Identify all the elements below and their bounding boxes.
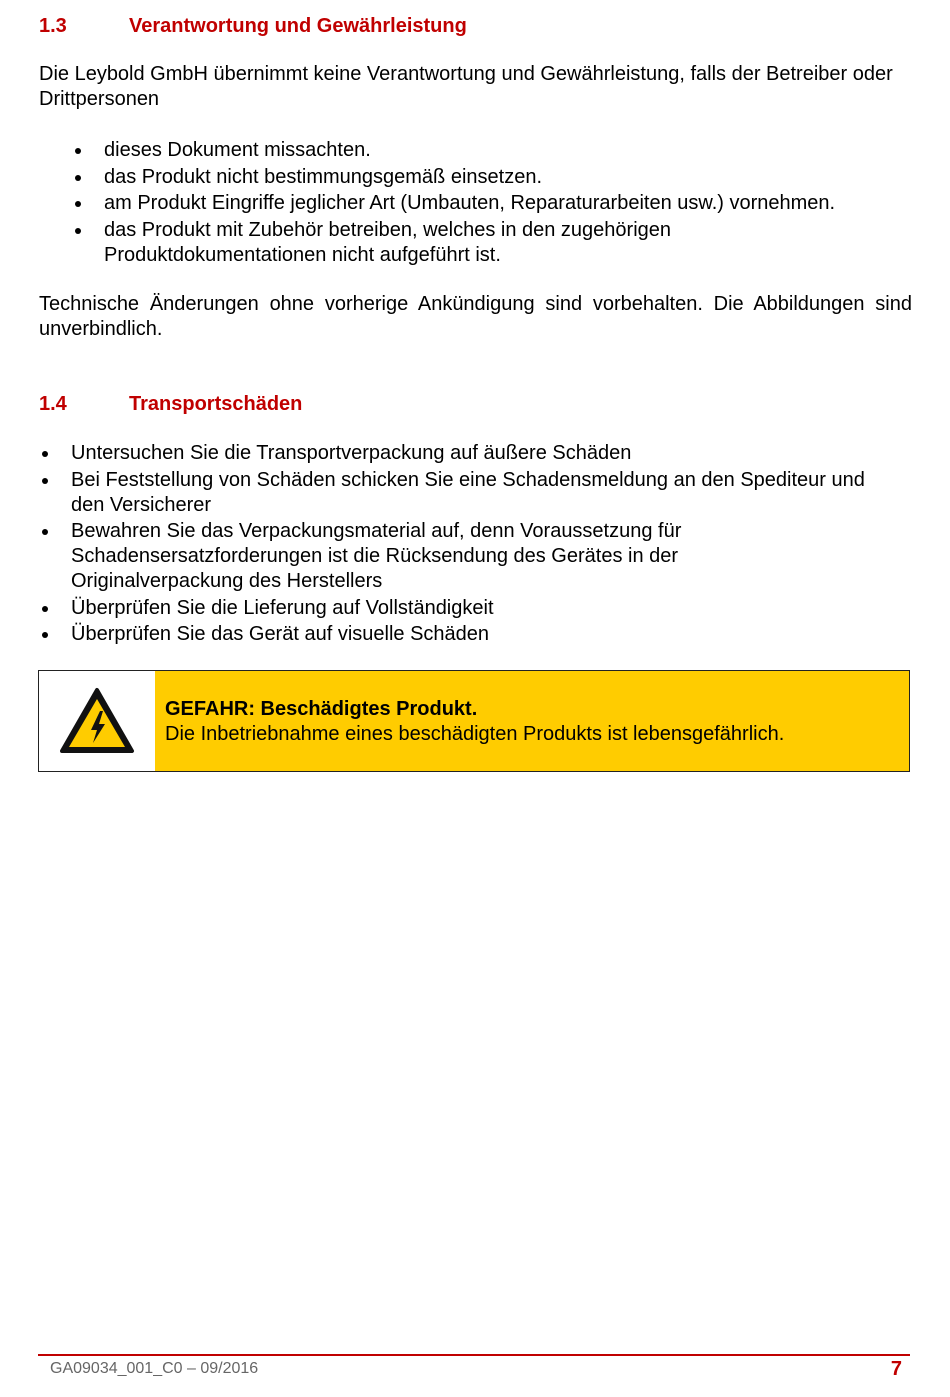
- page-number: 7: [890, 1358, 902, 1380]
- list-item: [104, 218, 744, 268]
- bullet-icon: [75, 201, 81, 207]
- list-item-text: dieses Dokument missachten.: [104, 139, 371, 161]
- list-item: [71, 519, 751, 594]
- warning-text: Die Inbetriebnahme eines beschädigten Produkts ist lebensgefährlich.: [165, 723, 785, 745]
- section-heading-1-4: [39, 392, 302, 416]
- bullet-icon: [42, 478, 48, 484]
- transport-damage-list: [71, 441, 901, 649]
- footer-divider: [38, 1354, 910, 1356]
- responsibility-list: [104, 138, 910, 269]
- list-item: [104, 165, 910, 190]
- section-number: 1.3: [39, 15, 67, 37]
- list-item: [71, 622, 901, 647]
- list-item-text: das Produkt mit Zubehör betreiben, welches in den zugehörigen Produktdokumentationen nicht aufgeführt ist.: [104, 218, 672, 266]
- section-heading-1-3: [39, 14, 467, 38]
- section-title: Verantwortung und Gewährleistung: [129, 15, 467, 37]
- high-voltage-warning-icon: [59, 687, 135, 755]
- bullet-icon: [42, 529, 48, 535]
- danger-warning-box: [38, 670, 910, 772]
- list-item: [71, 468, 901, 518]
- intro-paragraph: Die Leybold GmbH übernimmt keine Verantwortung und Gewährleistung, falls der Betreiber oder Drittpersonen: [39, 63, 893, 110]
- bullet-icon: [42, 632, 48, 638]
- list-item: [104, 191, 910, 216]
- list-item-text: am Produkt Eingriffe jeglicher Art (Umbauten, Reparaturarbeiten usw.) vornehmen.: [104, 192, 836, 214]
- list-item-text: Überprüfen Sie das Gerät auf visuelle Schäden: [71, 623, 490, 645]
- section-number: 1.4: [39, 393, 67, 415]
- warning-icon-cell: [39, 671, 155, 771]
- list-item: [71, 441, 901, 466]
- list-item-text: Bewahren Sie das Verpackungsmaterial auf, denn Voraussetzung für Schadensersatzforderungen ist die Rücksendung des Gerätes in der Originalverpackung des Herstellers: [71, 520, 682, 592]
- technical-changes-note: Technische Änderungen ohne vorherige Ankündigung sind vorbehalten. Die Abbildungen sind unverbindlich.: [39, 293, 912, 340]
- bullet-icon: [42, 606, 48, 612]
- warning-text-cell: [155, 671, 909, 771]
- list-item-text: Untersuchen Sie die Transportverpackung auf äußere Schäden: [71, 442, 632, 464]
- list-item-text: Überprüfen Sie die Lieferung auf Vollständigkeit: [71, 596, 494, 619]
- bullet-icon: [42, 451, 48, 457]
- section-title: Transportschäden: [129, 393, 303, 415]
- list-item-text: das Produkt nicht bestimmungsgemäß einsetzen.: [104, 165, 542, 188]
- bullet-icon: [75, 148, 81, 154]
- bullet-icon: [75, 175, 81, 181]
- footer-document-id: GA09034_001_C0 – 09/2016: [50, 1360, 259, 1377]
- warning-title: GEFAHR: Beschädigtes Produkt.: [165, 698, 478, 720]
- list-item: [71, 596, 901, 621]
- bullet-icon: [75, 228, 81, 234]
- list-item-text: Bei Feststellung von Schäden schicken Sie eine Schadensmeldung an den Spediteur und den Versicherer: [71, 468, 865, 516]
- list-item: [104, 138, 910, 163]
